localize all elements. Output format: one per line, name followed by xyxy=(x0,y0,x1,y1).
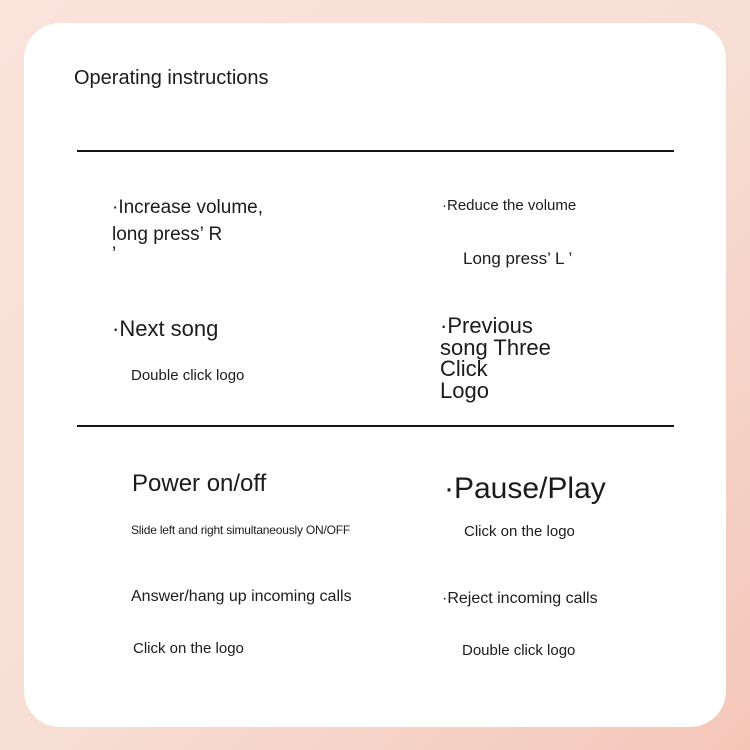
reduce-volume-action: Long press’ L ’ xyxy=(463,249,573,268)
page-title: Operating instructions xyxy=(74,67,269,89)
instructions-card xyxy=(24,23,726,727)
previous-song-line-1: ·Previous xyxy=(440,313,533,338)
increase-volume-action: long press’ R xyxy=(112,224,223,245)
middle-divider xyxy=(77,425,674,427)
pause-play-action: Click on the logo xyxy=(464,523,575,540)
reduce-volume-heading: ·Reduce the volume xyxy=(442,197,577,214)
power-action: Slide left and right simultaneously ON/OFF xyxy=(131,523,351,537)
reject-calls-action: Double click logo xyxy=(462,642,576,659)
answer-calls-heading: Answer/hang up incoming calls xyxy=(131,588,352,605)
previous-song-line-3: Click xyxy=(440,356,488,381)
pause-play-heading: ·Pause/Play xyxy=(444,472,606,505)
previous-song-instruction xyxy=(440,315,551,401)
increase-volume-quote: ’ xyxy=(112,244,117,265)
previous-song-line-4: Logo xyxy=(440,377,489,403)
next-song-action: Double click logo xyxy=(131,367,245,384)
power-heading: Power on/off xyxy=(132,470,267,497)
top-divider xyxy=(77,150,674,152)
next-song-heading: ·Next song xyxy=(112,316,219,341)
reject-calls-heading: ·Reject incoming calls xyxy=(442,590,598,607)
answer-calls-action: Click on the logo xyxy=(133,640,244,657)
increase-volume-heading: ·Increase volume, xyxy=(112,197,264,218)
previous-song-line-2: song Three xyxy=(440,334,551,360)
